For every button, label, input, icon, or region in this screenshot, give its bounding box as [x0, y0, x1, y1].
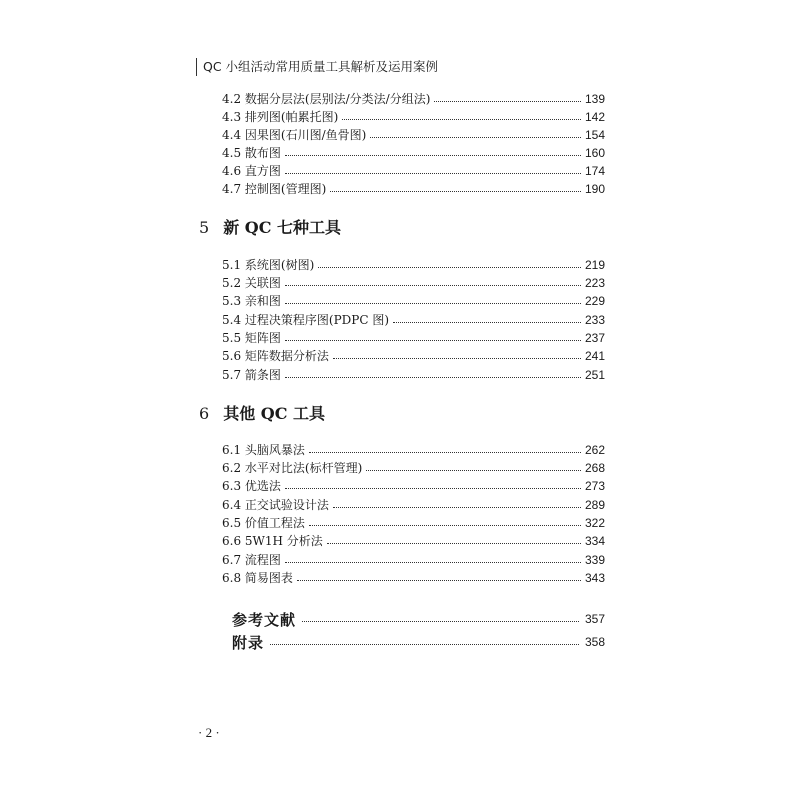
- toc-entry[interactable]: [222, 126, 605, 144]
- entry-title: 水平对比法(标杆管理): [244, 461, 363, 475]
- entry-number: 5.7: [222, 368, 242, 382]
- toc-entry[interactable]: [222, 329, 605, 347]
- toc-entry[interactable]: [222, 477, 605, 495]
- dot-leader: [327, 542, 581, 544]
- entry-number: 5.1: [222, 258, 242, 272]
- entry-page: 322: [584, 516, 605, 530]
- entry-title: 流程图: [244, 553, 281, 567]
- toc-entry[interactable]: [222, 459, 605, 477]
- entry-page: 223: [584, 276, 605, 290]
- dot-leader: [393, 321, 581, 323]
- toc-entry[interactable]: [222, 292, 605, 310]
- dot-leader: [285, 154, 581, 156]
- dot-leader: [330, 190, 581, 192]
- toc-entry[interactable]: [222, 569, 605, 587]
- dot-leader: [333, 506, 581, 508]
- entry-title: 参考文献: [232, 610, 297, 629]
- entry-page: 237: [584, 331, 605, 345]
- dot-leader: [370, 136, 581, 138]
- entry-title: 箭条图: [244, 368, 281, 382]
- entry-title: 矩阵图: [244, 331, 281, 345]
- dot-leader: [302, 620, 579, 622]
- entry-title: 附录: [232, 633, 265, 652]
- toc-entry[interactable]: [222, 441, 605, 459]
- entry-page: 273: [584, 479, 605, 493]
- entry-title: 简易图表: [244, 571, 293, 585]
- entry-number: 5.4: [222, 313, 242, 327]
- entry-page: 251: [584, 368, 605, 382]
- entry-title: 数据分层法(层别法/分类法/分组法): [244, 92, 431, 106]
- entry-number: 6.3: [222, 479, 242, 493]
- toc-entry-references[interactable]: [232, 608, 605, 630]
- toc-entry[interactable]: [222, 274, 605, 292]
- entry-title: 头脑风暴法: [244, 443, 305, 457]
- dot-leader: [297, 579, 581, 581]
- entry-page: 190: [584, 182, 605, 196]
- chapter-title: 其他 QC 工具: [223, 404, 326, 423]
- entry-number: 4.7: [222, 182, 242, 196]
- dot-leader: [285, 284, 581, 286]
- entry-title: 正交试验设计法: [244, 498, 329, 512]
- entry-title: 关联图: [244, 276, 281, 290]
- entry-page: 357: [584, 612, 605, 626]
- toc-entry[interactable]: [222, 162, 605, 180]
- dot-leader: [285, 302, 581, 304]
- entry-title: 系统图(树图): [244, 258, 315, 272]
- dot-leader: [309, 524, 581, 526]
- toc-entry[interactable]: [222, 180, 605, 198]
- dot-leader: [285, 487, 581, 489]
- dot-leader: [285, 561, 581, 563]
- entry-page: 358: [584, 635, 605, 649]
- dot-leader: [318, 266, 581, 268]
- entry-number: 5.6: [222, 349, 242, 363]
- entry-title: 亲和图: [244, 294, 281, 308]
- entry-number: 4.2: [222, 92, 242, 106]
- dot-leader: [285, 376, 581, 378]
- toc-entry[interactable]: [222, 347, 605, 365]
- entry-number: 6.4: [222, 498, 242, 512]
- toc-entry[interactable]: [222, 144, 605, 162]
- entry-title: 优选法: [244, 479, 281, 493]
- chapter-title: 新 QC 七种工具: [223, 218, 342, 237]
- chapter-number: 5: [199, 218, 210, 237]
- entry-page: 219: [584, 258, 605, 272]
- toc-entry[interactable]: [222, 90, 605, 108]
- entry-number: 5.5: [222, 331, 242, 345]
- entry-page: 139: [584, 92, 605, 106]
- entry-number: 6.6: [222, 534, 242, 548]
- entry-page: 289: [584, 498, 605, 512]
- entry-title: 价值工程法: [244, 516, 305, 530]
- dot-leader: [309, 451, 581, 453]
- dot-leader: [333, 357, 581, 359]
- entry-page: 229: [584, 294, 605, 308]
- entry-number: 6.8: [222, 571, 242, 585]
- entry-page: 262: [584, 443, 605, 457]
- entry-title: 控制图(管理图): [244, 182, 327, 196]
- entry-page: 160: [584, 146, 605, 160]
- entry-page: 343: [584, 571, 605, 585]
- dot-leader: [270, 643, 579, 645]
- running-header: QC 小组活动常用质量工具解析及运用案例: [196, 58, 438, 76]
- dot-leader: [366, 469, 581, 471]
- toc-entry[interactable]: [222, 256, 605, 274]
- toc-entry[interactable]: [222, 496, 605, 514]
- entry-title: 5W1H 分析法: [244, 534, 323, 548]
- entry-number: 6.7: [222, 553, 242, 567]
- chapter-heading[interactable]: [199, 216, 341, 240]
- entry-title: 过程决策程序图(PDPC 图): [244, 313, 390, 327]
- toc-entry[interactable]: [222, 532, 605, 550]
- toc-entry[interactable]: [222, 551, 605, 569]
- dot-leader: [434, 100, 581, 102]
- entry-title: 散布图: [244, 146, 281, 160]
- entry-page: 154: [584, 128, 605, 142]
- dot-leader: [285, 172, 581, 174]
- entry-title: 矩阵数据分析法: [244, 349, 329, 363]
- entry-number: 6.1: [222, 443, 242, 457]
- entry-page: 241: [584, 349, 605, 363]
- toc-entry[interactable]: [222, 514, 605, 532]
- entry-number: 4.6: [222, 164, 242, 178]
- entry-page: 339: [584, 553, 605, 567]
- entry-page: 174: [584, 164, 605, 178]
- entry-page: 233: [584, 313, 605, 327]
- entry-number: 5.3: [222, 294, 242, 308]
- page-number: · 2 ·: [198, 725, 220, 740]
- chapter-number: 6: [199, 404, 210, 423]
- entry-title: 因果图(石川图/鱼骨图): [244, 128, 367, 142]
- toc-entry[interactable]: [222, 366, 605, 384]
- chapter-heading[interactable]: [199, 402, 325, 426]
- toc-entry-appendix[interactable]: [232, 631, 605, 653]
- entry-page: 142: [584, 110, 605, 124]
- entry-number: 6.5: [222, 516, 242, 530]
- entry-page: 334: [584, 534, 605, 548]
- entry-number: 4.3: [222, 110, 242, 124]
- toc-entry[interactable]: [222, 108, 605, 126]
- entry-number: 4.5: [222, 146, 242, 160]
- entry-number: 4.4: [222, 128, 242, 142]
- entry-title: 直方图: [244, 164, 281, 178]
- entry-number: 6.2: [222, 461, 242, 475]
- entry-page: 268: [584, 461, 605, 475]
- toc-entry[interactable]: [222, 311, 605, 329]
- entry-number: 5.2: [222, 276, 242, 290]
- dot-leader: [342, 118, 581, 120]
- dot-leader: [285, 339, 581, 341]
- entry-title: 排列图(帕累托图): [244, 110, 339, 124]
